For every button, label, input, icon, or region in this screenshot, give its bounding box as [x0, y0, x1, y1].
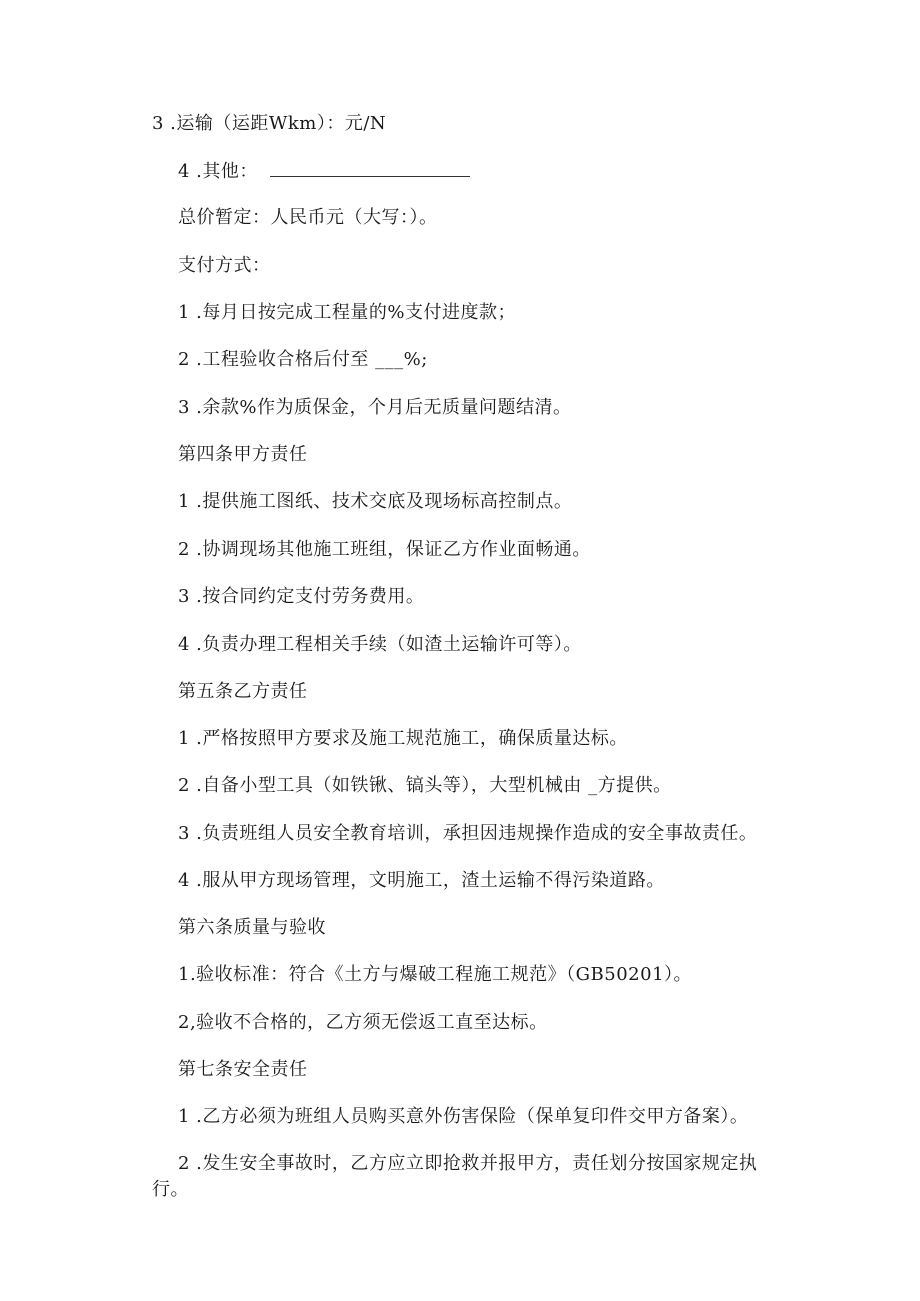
line-party-b-3: 3 .负责班组人员安全教育培训，承担因违规操作造成的安全事故责任。: [178, 823, 758, 844]
line-transport: 3 .运输（运距Wkm）：元/N: [152, 113, 387, 134]
section-heading-4: 第四条甲方责任: [178, 444, 308, 465]
section-heading-5: 第五条乙方责任: [178, 681, 308, 702]
line-payment-1: 1 .每月日按完成工程量的%支付进度款；: [178, 302, 516, 323]
line-other: [178, 159, 470, 185]
line-safety-2: 2 .发生安全事故时，乙方应立即抢救并报甲方，责任划分按国家规定执: [178, 1153, 758, 1174]
line-party-a-4: 4 .负责办理工程相关手续（如渣土运输许可等）。: [178, 634, 582, 655]
line-party-b-4: 4 .服从甲方现场管理，文明施工，渣土运输不得污染道路。: [178, 870, 665, 891]
line-payment-2: 2 .工程验收合格后付至 ___%;: [178, 349, 428, 370]
section-heading-6: 第六条质量与验收: [178, 917, 326, 938]
line-quality-1: 1.验收标准：符合《土方与爆破工程施工规范》（GB50201）。: [178, 964, 693, 985]
line-total-price: 总价暂定：人民币元（大写：）。: [178, 207, 438, 228]
line-party-a-3: 3 .按合同约定支付劳务费用。: [178, 586, 425, 607]
line-party-b-1: 1 .严格按照甲方要求及施工规范施工，确保质量达标。: [178, 728, 628, 749]
blank-underline: [270, 176, 470, 177]
section-heading-7: 第七条安全责任: [178, 1059, 308, 1080]
line-quality-2: 2,验收不合格的，乙方须无偿返工直至达标。: [178, 1012, 548, 1033]
line-other-label: 4 .其他：: [178, 161, 258, 182]
line-party-a-2: 2 .协调现场其他施工班组，保证乙方作业面畅通。: [178, 539, 591, 560]
line-safety-2-cont: 行。: [152, 1179, 189, 1200]
line-party-b-2: 2 .自备小型工具（如铁锹、镐头等），大型机械由 _方提供。: [178, 775, 672, 796]
line-payment-3: 3 .余款%作为质保金，个月后无质量问题结清。: [178, 397, 572, 418]
line-payment-heading: 支付方式：: [178, 255, 271, 276]
line-party-a-1: 1 .提供施工图纸、技术交底及现场标高控制点。: [178, 491, 573, 512]
line-safety-1: 1 .乙方必须为班组人员购买意外伤害保险（保单复印件交甲方备案）。: [178, 1106, 749, 1127]
